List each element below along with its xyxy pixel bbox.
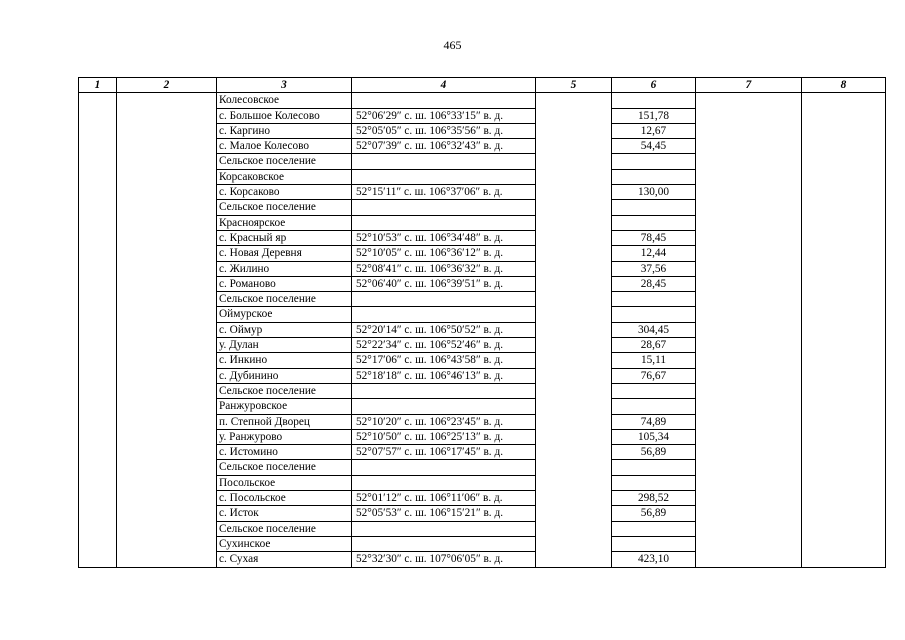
settlement-name-cell: с. Жилино — [217, 261, 352, 276]
coordinates-cell: 52°07′57″ с. ш. 106°17′45″ в. д. — [352, 445, 536, 460]
coordinates-cell — [352, 200, 536, 215]
area-value-cell: 151,78 — [612, 108, 696, 123]
coordinates-cell — [352, 460, 536, 475]
coordinates-cell: 52°15′11″ с. ш. 106°37′06″ в. д. — [352, 185, 536, 200]
coordinates-cell: 52°20′14″ с. ш. 106°50′52″ в. д. — [352, 322, 536, 337]
settlement-name-cell: Сельское поселение — [217, 521, 352, 536]
coordinates-cell — [352, 292, 536, 307]
coordinates-cell — [352, 169, 536, 184]
column-header-7: 7 — [696, 78, 802, 93]
col7-cell — [696, 93, 802, 567]
col8-cell — [802, 93, 886, 567]
col5-cell — [536, 93, 612, 567]
column-header-3: 3 — [217, 78, 352, 93]
settlement-name-cell: с. Инкино — [217, 353, 352, 368]
column-header-5: 5 — [536, 78, 612, 93]
area-value-cell — [612, 383, 696, 398]
settlement-name-cell: с. Малое Колесово — [217, 139, 352, 154]
settlement-name-cell: с. Новая Деревня — [217, 246, 352, 261]
table-body — [79, 93, 886, 567]
settlement-name-cell: с. Дубинино — [217, 368, 352, 383]
table-row — [79, 93, 886, 108]
settlement-name-cell: с. Корсаково — [217, 185, 352, 200]
settlement-name-cell: Посольское — [217, 475, 352, 490]
area-value-cell — [612, 460, 696, 475]
area-value-cell: 304,45 — [612, 322, 696, 337]
area-value-cell: 78,45 — [612, 230, 696, 245]
settlement-name-cell: с. Каргино — [217, 123, 352, 138]
page-number: 465 — [443, 38, 462, 52]
area-value-cell — [612, 399, 696, 414]
area-value-cell — [612, 169, 696, 184]
settlement-name-cell: Ранжуровское — [217, 399, 352, 414]
area-value-cell: 54,45 — [612, 139, 696, 154]
area-value-cell: 56,89 — [612, 506, 696, 521]
settlement-name-cell: с. Большое Колесово — [217, 108, 352, 123]
coordinates-cell: 52°10′53″ с. ш. 106°34′48″ в. д. — [352, 230, 536, 245]
area-value-cell — [612, 536, 696, 551]
coordinates-cell: 52°18′18″ с. ш. 106°46′13″ в. д. — [352, 368, 536, 383]
settlement-name-cell: с. Сухая — [217, 552, 352, 567]
coordinates-cell: 52°22′34″ с. ш. 106°52′46″ в. д. — [352, 338, 536, 353]
area-value-cell: 56,89 — [612, 445, 696, 460]
area-value-cell — [612, 521, 696, 536]
area-value-cell: 74,89 — [612, 414, 696, 429]
area-value-cell — [612, 93, 696, 108]
settlement-name-cell: Сельское поселение — [217, 460, 352, 475]
col1-cell — [79, 93, 117, 567]
settlement-name-cell: с. Оймур — [217, 322, 352, 337]
column-header-2: 2 — [117, 78, 217, 93]
settlement-name-cell: у. Дулан — [217, 338, 352, 353]
coordinates-cell: 52°10′05″ с. ш. 106°36′12″ в. д. — [352, 246, 536, 261]
settlement-name-cell: у. Ранжурово — [217, 429, 352, 444]
area-value-cell: 12,44 — [612, 246, 696, 261]
settlement-name-cell: Оймурское — [217, 307, 352, 322]
area-value-cell — [612, 292, 696, 307]
area-value-cell: 423,10 — [612, 552, 696, 567]
settlement-name-cell: с. Романово — [217, 276, 352, 291]
settlement-name-cell: Сухинское — [217, 536, 352, 551]
area-value-cell — [612, 215, 696, 230]
settlement-name-cell: с. Красный яр — [217, 230, 352, 245]
coordinates-cell: 52°17′06″ с. ш. 106°43′58″ в. д. — [352, 353, 536, 368]
settlement-name-cell: Красноярское — [217, 215, 352, 230]
coordinates-cell — [352, 521, 536, 536]
coordinates-cell: 52°06′29″ с. ш. 106°33′15″ в. д. — [352, 108, 536, 123]
settlement-name-cell: Колесовское — [217, 93, 352, 108]
coordinates-cell: 52°05′53″ с. ш. 106°15′21″ в. д. — [352, 506, 536, 521]
coordinates-cell: 52°06′40″ с. ш. 106°39′51″ в. д. — [352, 276, 536, 291]
settlement-name-cell: Корсаковское — [217, 169, 352, 184]
column-header-6: 6 — [612, 78, 696, 93]
coordinates-cell: 52°05′05″ с. ш. 106°35′56″ в. д. — [352, 123, 536, 138]
settlement-name-cell: п. Степной Дворец — [217, 414, 352, 429]
coordinates-cell: 52°07′39″ с. ш. 106°32′43″ в. д. — [352, 139, 536, 154]
area-value-cell: 15,11 — [612, 353, 696, 368]
col2-cell — [117, 93, 217, 567]
area-value-cell: 105,34 — [612, 429, 696, 444]
coordinates-cell — [352, 93, 536, 108]
coordinates-cell: 52°01′12″ с. ш. 106°11′06″ в. д. — [352, 491, 536, 506]
area-value-cell: 76,67 — [612, 368, 696, 383]
column-header-8: 8 — [802, 78, 886, 93]
area-value-cell — [612, 154, 696, 169]
coordinates-cell — [352, 536, 536, 551]
coordinates-cell: 52°32′30″ с. ш. 107°06′05″ в. д. — [352, 552, 536, 567]
area-value-cell — [612, 475, 696, 490]
area-value-cell — [612, 307, 696, 322]
coordinates-cell — [352, 215, 536, 230]
area-value-cell: 28,67 — [612, 338, 696, 353]
coordinates-cell — [352, 307, 536, 322]
settlement-name-cell: с. Посольское — [217, 491, 352, 506]
area-value-cell: 298,52 — [612, 491, 696, 506]
area-value-cell: 130,00 — [612, 185, 696, 200]
settlement-name-cell: с. Исток — [217, 506, 352, 521]
coordinates-cell — [352, 475, 536, 490]
coordinates-cell — [352, 399, 536, 414]
settlement-name-cell: Сельское поселение — [217, 154, 352, 169]
coordinates-cell: 52°10′20″ с. ш. 106°23′45″ в. д. — [352, 414, 536, 429]
settlement-name-cell: Сельское поселение — [217, 383, 352, 398]
settlements-table — [78, 77, 886, 568]
coordinates-cell: 52°08′41″ с. ш. 106°36′32″ в. д. — [352, 261, 536, 276]
settlement-name-cell: Сельское поселение — [217, 200, 352, 215]
header-row — [79, 78, 886, 93]
settlement-name-cell: Сельское поселение — [217, 292, 352, 307]
coordinates-cell — [352, 383, 536, 398]
coordinates-cell — [352, 154, 536, 169]
column-header-1: 1 — [79, 78, 117, 93]
area-value-cell: 12,67 — [612, 123, 696, 138]
area-value-cell: 28,45 — [612, 276, 696, 291]
settlement-name-cell: с. Истомино — [217, 445, 352, 460]
column-header-4: 4 — [352, 78, 536, 93]
area-value-cell: 37,56 — [612, 261, 696, 276]
coordinates-cell: 52°10′50″ с. ш. 106°25′13″ в. д. — [352, 429, 536, 444]
area-value-cell — [612, 200, 696, 215]
